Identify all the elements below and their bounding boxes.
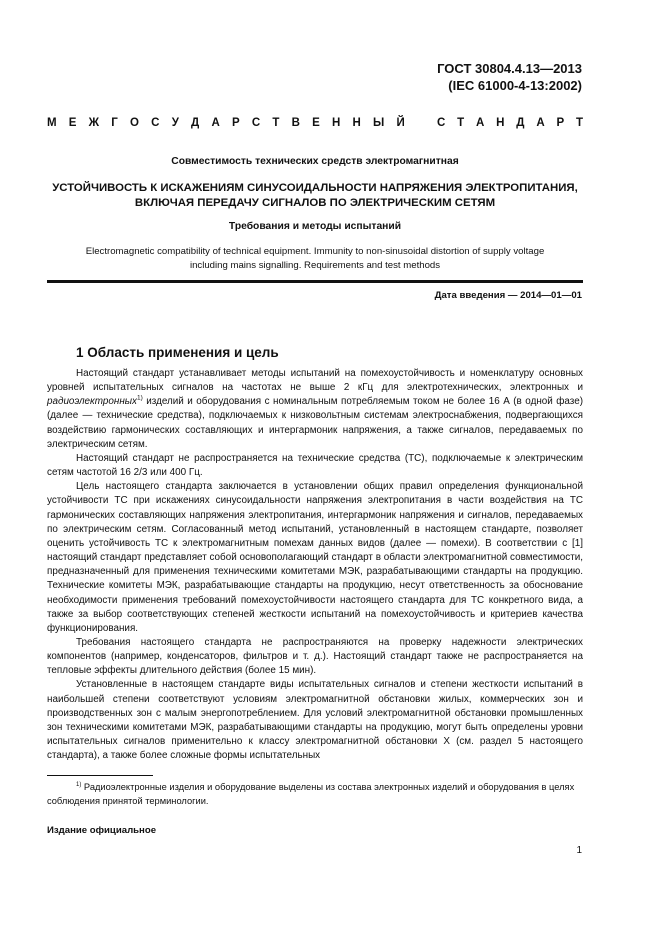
document-subtitle: Совместимость технических средств электромагнитная (171, 156, 459, 167)
paragraph-text: изделий и оборудования с номинальным потребляемым током не более 16 А (в одной фазе) (далее — технические средства), подключаемых к низковольтным системам электроснабжения, подвергающихся воздействию гармонических составляющих и интергармоник напряжения, а также сигналов, передаваемых по электрическим сетям. (47, 396, 583, 450)
spaced-letter: В (291, 117, 300, 129)
main-title-line: ВКЛЮЧАЯ ПЕРЕДАЧУ СИГНАЛОВ ПО ЭЛЕКТРИЧЕСКИМ СЕТЯМ (134, 197, 496, 209)
spaced-letter: С (251, 117, 261, 129)
footnote-marker: 1) (76, 782, 82, 788)
standard-type-word-interstate (47, 117, 405, 129)
page-number: 1 (576, 845, 582, 856)
italic-term: радиоэлектронных (47, 396, 137, 408)
spaced-letter: Ы (373, 117, 385, 129)
spaced-letter: А (476, 117, 485, 129)
footnote-divider (47, 775, 153, 776)
spaced-letter: М (47, 117, 57, 129)
footnote-reference[interactable]: 1) (136, 395, 143, 403)
standard-code-iec: (IEC 61000-4-13:2002) (448, 78, 582, 93)
spaced-letter: А (536, 117, 545, 129)
english-title-line: including mains signalling. Requirements and test methods (189, 260, 441, 271)
paragraph (47, 367, 583, 452)
footnote (47, 779, 583, 808)
spaced-letter: Н (352, 117, 361, 129)
spaced-letter: Т (575, 117, 583, 129)
section-heading: 1 Область применения и цель (76, 345, 279, 360)
spaced-letter: Д (191, 117, 200, 129)
standard-code (437, 60, 582, 94)
official-edition-label: Издание официальное (47, 825, 157, 836)
paragraph-text: Настоящий стандарт устанавливает методы испытаний на помехоустойчивость и номенклатуру основных уровней испытательных сигналов на частотах не выше 2 кГц для электротехнических, электронных и (47, 368, 583, 394)
title-divider (47, 280, 583, 283)
document-main-title (47, 181, 583, 211)
spaced-letter: Н (331, 117, 341, 129)
paragraph: Установленные в настоящем стандарте виды испытательных сигналов и степени жесткости испытаний в наибольшей степени соответствуют условиям электромагнитной обстановки жилых, коммерческих зон и производственных зон с малым энергопотреблением. Для условий электромагнитной обстановки промышленных зон техническими комитетами МЭК, разрабатывающими стандарты на продукцию, могут быть определены уровни испытательных сигналов применительно к классу электромагнитной обстановки X (см. раздел 5 настоящего стандарта), а также более сложные формы испытательных (47, 679, 583, 762)
spaced-letter: Д (516, 117, 525, 129)
paragraph: Требования настоящего стандарта не распространяются на проверку надежности электрических компонентов (например, конденсаторов, фильтров и т. д.). Настоящий стандарт также не распространяется на тепловые эффекты длительного действия (более 15 мин). (47, 636, 583, 677)
paragraph: Цель настоящего стандарта заключается в установлении общих правил определения функциональной устойчивости ТС при искажениях синусоидальности напряжения электропитания в части воздействия на ТС гармонических составляющих напряжения электропитания, интергармоник напряжения и сигналов, передаваемых по электрическим сетям. Согласованный метод испытаний, установленный в настоящем стандарте, позволяет оценить устойчивость ТС к электромагнитным помехам данных видов (далее — помехи). В соответствии с [1] настоящий стандарт представляет собой основополагающий стандарт в области электромагнитной совместимости, предназначенный для применения техническими комитетами МЭК, разрабатывающими стандарты на продукцию. Технические комитеты МЭК, разрабатывающие стандарты на продукцию, несут ответственность за обоснование необходимости применения требований помехоустойчивости настоящего стандарта для ТС конкретного вида, а также за выбор соответствующих степеней жесткости испытаний на помехоустойчивость и критериев качества функционирования. (47, 481, 583, 634)
spaced-letter: А (211, 117, 220, 129)
spaced-letter: Й (396, 117, 405, 129)
english-title-line: Electromagnetic compatibility of technical equipment. Immunity to non-sinusoidal distortion of supply voltage (85, 246, 545, 257)
spaced-letter: О (130, 117, 139, 129)
requirements-subtitle: Требования и методы испытаний (228, 221, 402, 232)
standard-type-word-standard (437, 117, 583, 129)
paragraph: Настоящий стандарт не распространяется на технические средства (ТС), подключаемые к электрическим сетям частотой 16 2/3 или 400 Гц. (47, 452, 583, 479)
introduction-date: Дата введения — 2014—01—01 (434, 290, 582, 301)
spaced-letter: Н (496, 117, 505, 129)
spaced-letter: С (437, 117, 446, 129)
main-title-line: УСТОЙЧИВОСТЬ К ИСКАЖЕНИЯМ СИНУСОИДАЛЬНОСТИ НАПРЯЖЕНИЯ ЭЛЕКТРОПИТАНИЯ, (52, 182, 578, 194)
spaced-letter: Т (272, 117, 280, 129)
spaced-letter: Г (111, 117, 118, 129)
spaced-letter: У (171, 117, 179, 129)
footnote-text: Радиоэлектронные изделия и оборудование выделены из состава электронных изделий и оборудования в целях соблюдения принятой терминологии. (47, 782, 575, 806)
spaced-letter: Е (312, 117, 320, 129)
standard-code-gost: ГОСТ 30804.4.13—2013 (437, 61, 582, 76)
spaced-letter: Т (457, 117, 465, 129)
spaced-letter: Е (68, 117, 77, 129)
spaced-letter: С (151, 117, 160, 129)
section-body (47, 367, 583, 763)
spaced-letter: Ж (88, 117, 100, 129)
spaced-letter: Р (231, 117, 240, 129)
english-title (47, 245, 583, 273)
spaced-letter: Р (556, 117, 565, 129)
